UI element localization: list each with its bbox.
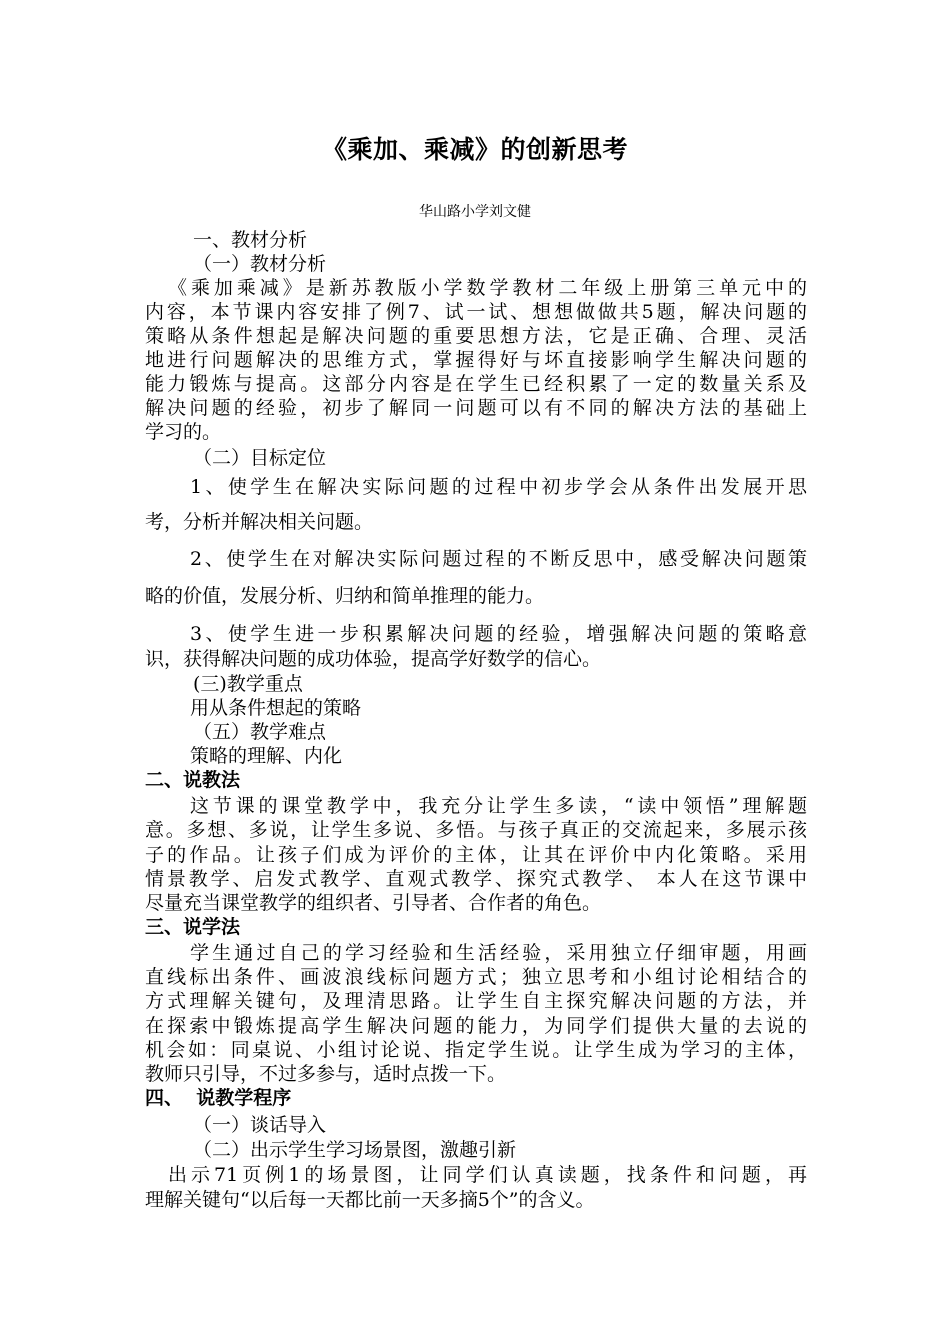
paragraph-line: 出示71页例1的场景图，让同学们认真读题，找条件和问题，再 xyxy=(168,1164,807,1186)
document-author: 华山路小学刘文健 xyxy=(419,204,531,220)
section1-sub2-heading: （二）目标定位 xyxy=(193,447,327,469)
paragraph-line: 这节课的课堂教学中，我充分让学生多读，“读中领悟”理解题 xyxy=(190,795,807,817)
paragraph-line: 情景教学、启发式教学、直观式教学、探究式教学、 本人在这节课中 xyxy=(145,868,807,890)
paragraph-line: 策略从条件想起是解决问题的重要思想方法，它是正确、合理、灵活 xyxy=(145,325,807,347)
paragraph-line: 内容，本节课内容安排了例7、试一试、想想做做共5题，解决问题的 xyxy=(145,301,807,323)
paragraph-line: 子的作品。让孩子们成为评价的主体，让其在评价中内化策略。采用 xyxy=(145,844,807,866)
paragraph-line: 能力锻炼与提高。这部分内容是在学生已经积累了一定的数量关系及 xyxy=(145,373,807,395)
paragraph-line: 方式理解关键句，及理清思路。让学生自主探究解决问题的方法，并 xyxy=(145,990,807,1012)
goal-line: 2、使学生在对解决实际问题过程的不断反思中，感受解决问题策 xyxy=(190,548,807,570)
goal-line: 考，分析并解决相关问题。 xyxy=(145,511,374,533)
goal-line: 3、使学生进一步积累解决问题的经验，增强解决问题的策略意 xyxy=(190,623,807,645)
paragraph-line: 《乘加乘减》是新苏教版小学数学教材二年级上册第三单元中的 xyxy=(168,277,807,299)
section4-sub1: （一）谈话导入 xyxy=(193,1114,327,1136)
goal-line: 识，获得解决问题的成功体验，提高学好数学的信心。 xyxy=(145,648,602,670)
paragraph-line: 机会如：同桌说、小组讨论说、指定学生说。让学生成为学习的主体， xyxy=(145,1039,807,1061)
section1-sub3-heading: (三)教学重点 xyxy=(193,673,303,695)
section1-sub5-text: 策略的理解、内化 xyxy=(190,745,343,767)
goal-line: 略的价值，发展分析、归纳和简单推理的能力。 xyxy=(145,585,545,607)
paragraph-line: 在探索中锻炼提高学生解决问题的能力，为同学们提供大量的去说的 xyxy=(145,1015,807,1037)
section4-sub2: （二）出示学生学习场景图，激趣引新 xyxy=(193,1139,517,1161)
section4-heading: 四、 说教学程序 xyxy=(145,1087,292,1109)
section1-heading: 一、教材分析 xyxy=(193,229,308,251)
section3-heading: 三、说学法 xyxy=(145,916,241,938)
paragraph-line: 学习的。 xyxy=(145,421,222,443)
paragraph-line: 理解关键句“以后每一天都比前一天多摘5个”的含义。 xyxy=(145,1189,595,1211)
section1-sub5-heading: （五）教学难点 xyxy=(193,721,327,743)
paragraph-line: 尽量充当课堂教学的组织者、引导者、合作者的角色。 xyxy=(145,892,602,914)
paragraph-line: 直线标出条件、画波浪线标问题方式；独立思考和小组讨论相结合的 xyxy=(145,966,807,988)
section1-sub1-heading: （一）教材分析 xyxy=(193,253,327,275)
paragraph-line: 教师只引导，不过多参与，适时点拨一下。 xyxy=(145,1063,507,1085)
section1-sub3-text: 用从条件想起的策略 xyxy=(190,697,362,719)
goal-line: 1、使学生在解决实际问题的过程中初步学会从条件出发展开思 xyxy=(190,476,807,498)
paragraph-line: 学生通过自己的学习经验和生活经验，采用独立仔细审题，用画 xyxy=(190,942,807,964)
document-title: 《乘加、乘减》的创新思考 xyxy=(321,135,628,164)
section2-heading: 二、说教法 xyxy=(145,769,241,791)
paragraph-line: 意。多想、多说，让学生多说、多悟。与孩子真正的交流起来，多展示孩 xyxy=(145,819,807,841)
paragraph-line: 解决问题的经验，初步了解同一问题可以有不同的解决方法的基础上 xyxy=(145,397,807,419)
paragraph-line: 地进行问题解决的思维方式，掌握得好与坏直接影响学生解决问题的 xyxy=(145,349,807,371)
